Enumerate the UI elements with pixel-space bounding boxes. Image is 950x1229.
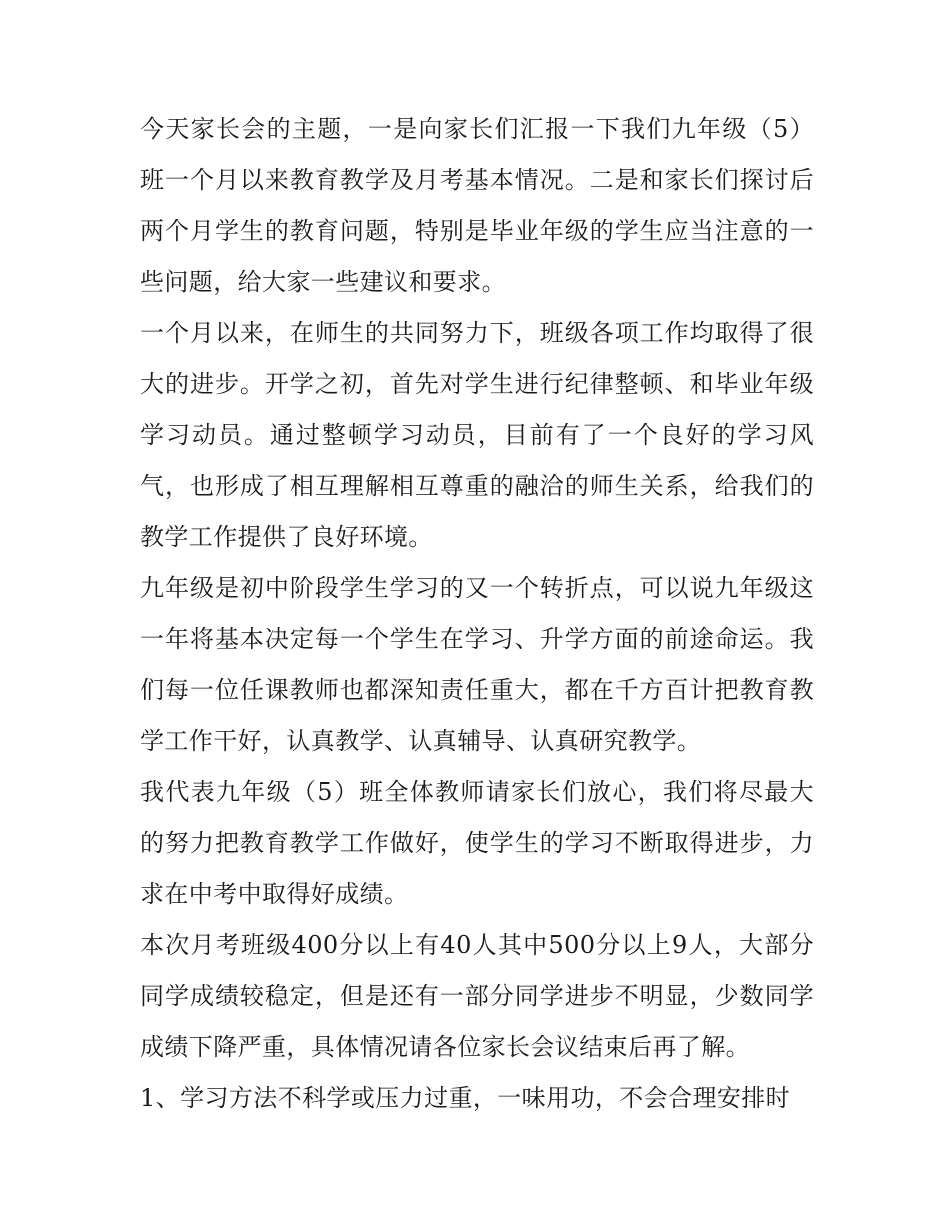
document-body xyxy=(140,104,814,1124)
paragraph-issue-1: 1、学习方法不科学或压力过重，一味用功，不会合理安排时 xyxy=(140,1084,791,1112)
paragraph-grade-nine-importance: 九年级是初中阶段学生学习的又一个转折点，可以说九年级这一年将基本决定每一个学生在学习、升学方面的前途命运。我们每一位任课教师也都深知责任重大，都在千方百计把教育教学工作干好，认真教学、认真辅导、认真研究教学。 xyxy=(140,574,814,755)
paragraph-exam-results: 本次月考班级400分以上有40人其中500分以上9人，大部分同学成绩较稳定，但是还有一部分同学进步不明显，少数同学成绩下降严重，具体情况请各位家长会议结束后再了解。 xyxy=(140,931,814,1061)
paragraph-class-progress: 一个月以来，在师生的共同努力下，班级各项工作均取得了很大的进步。开学之初，首先对学生进行纪律整顿、和毕业年级学习动员。通过整顿学习动员，目前有了一个良好的学习风气，也形成了相互理解相互尊重的融洽的师生关系，给我们的教学工作提供了良好环境。 xyxy=(140,319,814,551)
paragraph-meeting-theme: 今天家长会的主题，一是向家长们汇报一下我们九年级（5）班一个月以来教育教学及月考基本情况。二是和家长们探讨后两个月学生的教育问题，特别是毕业年级的学生应当注意的一些问题，给大家一些建议和要求。 xyxy=(140,115,814,296)
paragraph-teacher-commitment: 我代表九年级（5）班全体教师请家长们放心，我们将尽最大的努力把教育教学工作做好，使学生的学习不断取得进步，力求在中考中取得好成绩。 xyxy=(140,778,814,908)
